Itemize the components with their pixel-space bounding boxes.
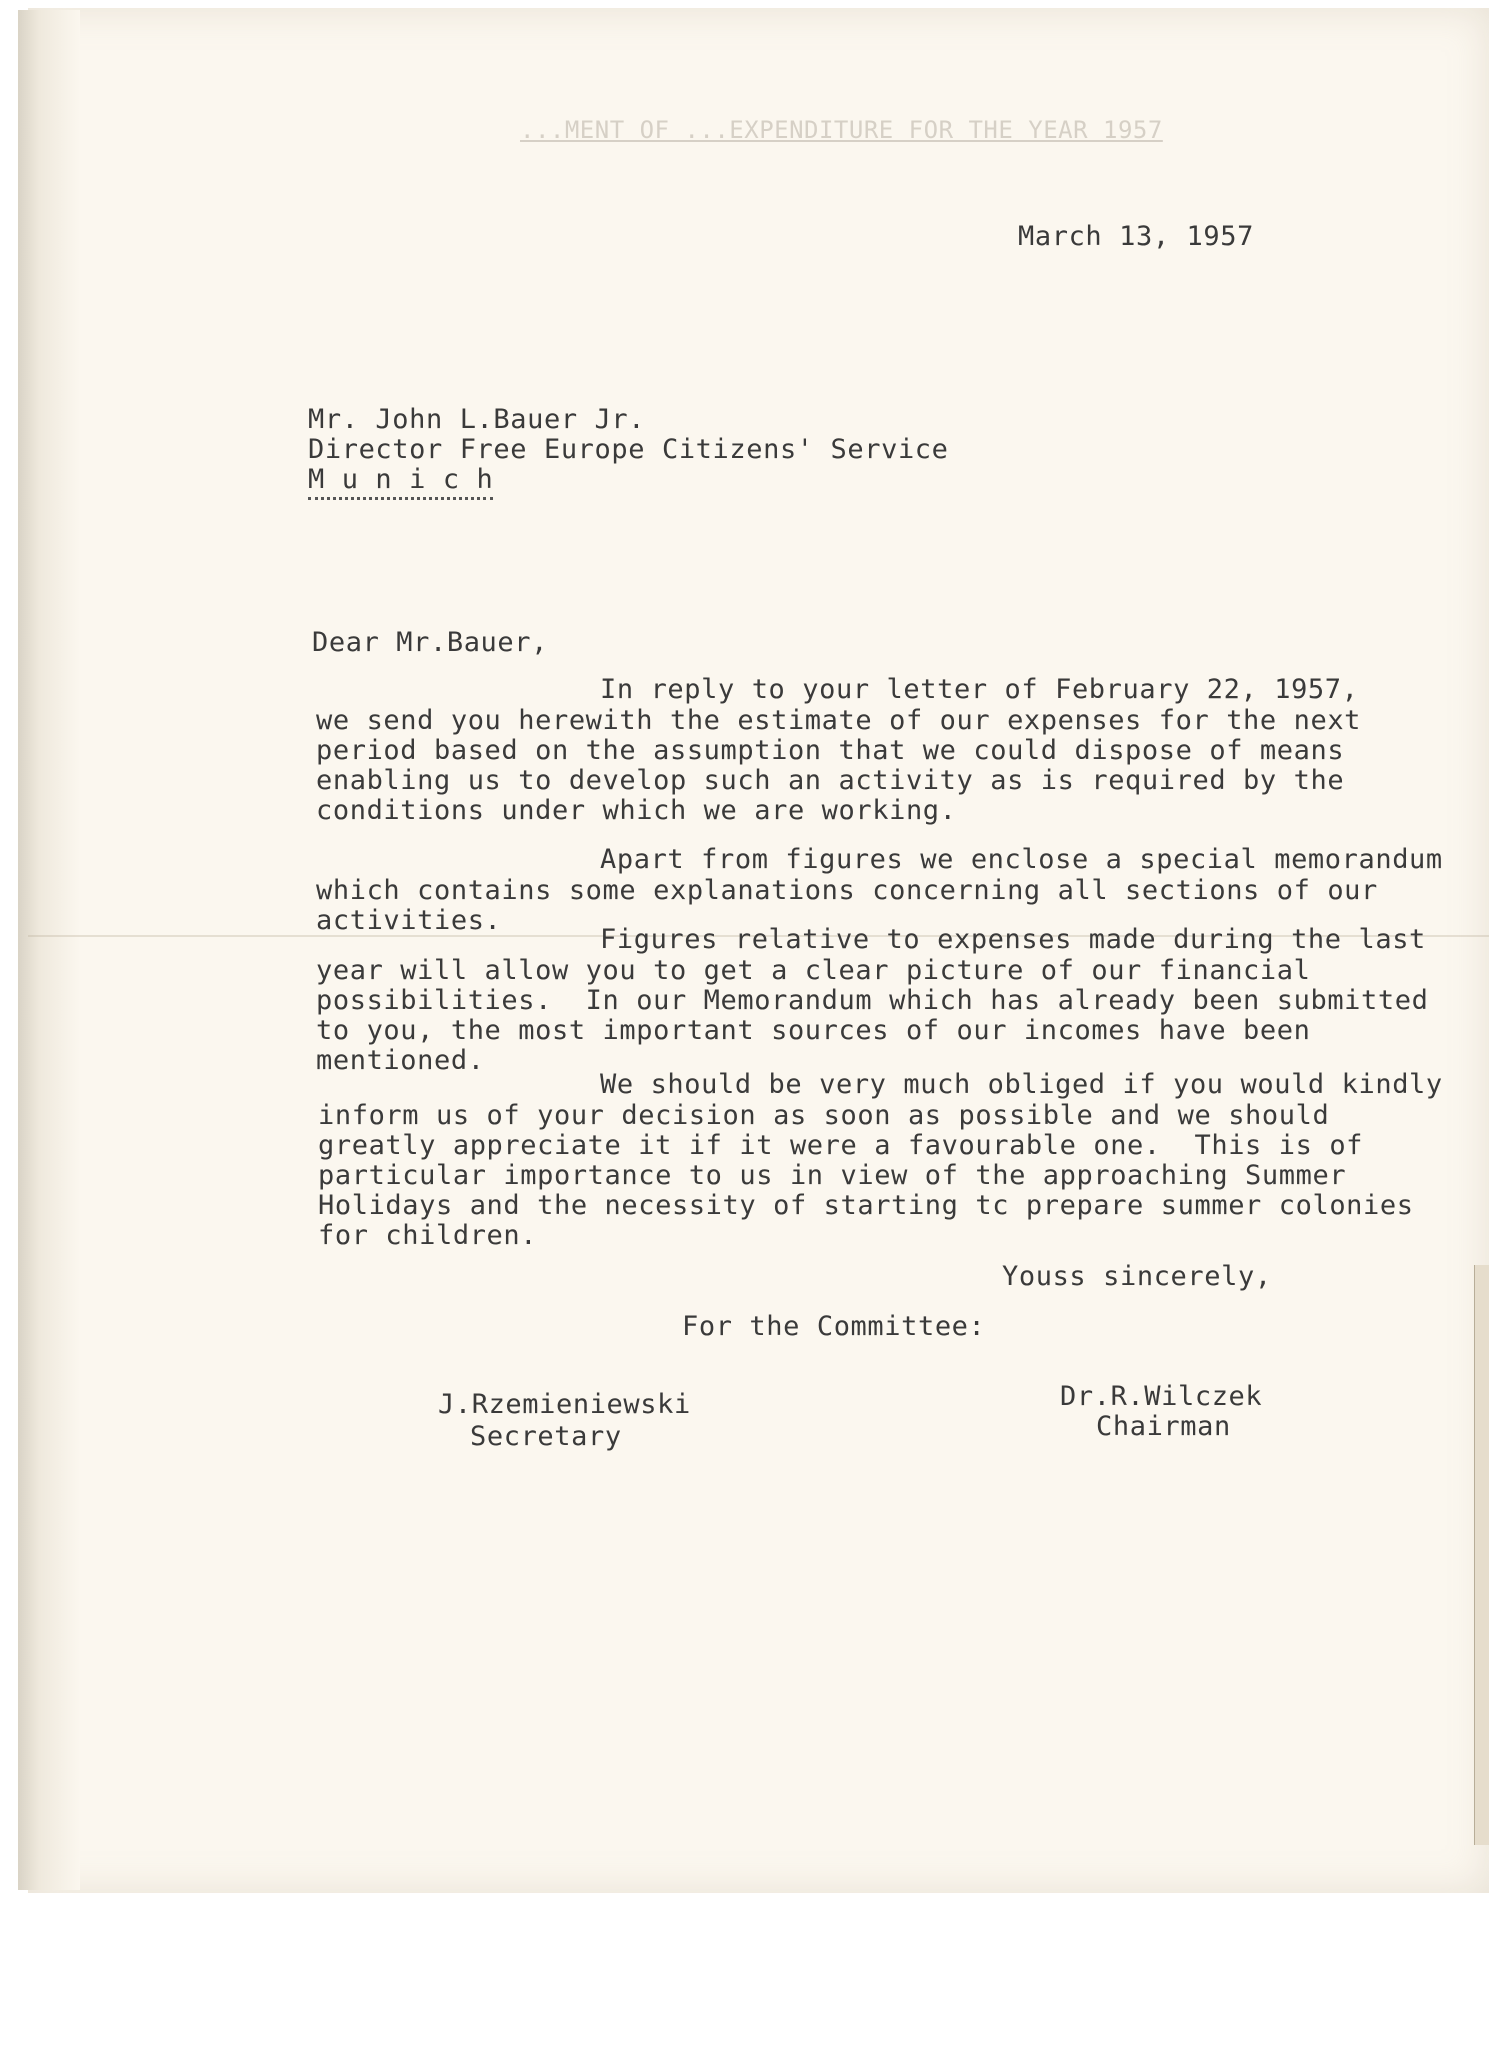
salutation: Dear Mr.Bauer, bbox=[312, 627, 548, 658]
body-line: conditions under which we are working. bbox=[316, 795, 957, 826]
recipient-city: M u n i c h bbox=[308, 465, 493, 500]
body-line: We should be very much obliged if you would kindly bbox=[600, 1069, 1443, 1100]
letter-date: March 13, 1957 bbox=[1018, 221, 1254, 252]
body-line: inform us of your decision as soon as possible and we should bbox=[318, 1100, 1330, 1131]
stacked-paper-edge bbox=[18, 10, 80, 1890]
body-line: to you, the most important sources of our incomes have been bbox=[316, 1015, 1311, 1046]
body-line: mentioned. bbox=[316, 1045, 485, 1076]
body-line: Apart from figures we enclose a special memorandum bbox=[600, 844, 1443, 875]
chairman-title: Chairman bbox=[1096, 1411, 1231, 1442]
secretary-name: J.Rzemieniewski bbox=[438, 1389, 691, 1420]
bleed-through-title: ...MENT OF ...EXPENDITURE FOR THE YEAR 1957 bbox=[520, 116, 1163, 144]
body-line: Holidays and the necessity of starting tc prepare summer colonies bbox=[318, 1190, 1414, 1221]
body-line: we send you herewith the estimate of our expenses for the next bbox=[316, 705, 1362, 736]
body-line: which contains some explanations concerning all sections of our bbox=[316, 875, 1378, 906]
body-line: for children. bbox=[318, 1220, 538, 1251]
committee-line: For the Committee: bbox=[682, 1311, 986, 1342]
chairman-name: Dr.R.Wilczek bbox=[1060, 1381, 1263, 1412]
body-line: particular importance to us in view of the approaching Summer bbox=[318, 1160, 1347, 1191]
body-line: possibilities. In our Memorandum which has already been submitted bbox=[316, 985, 1429, 1016]
recipient-name: Mr. John L.Bauer Jr. bbox=[308, 404, 646, 435]
body-line: In reply to your letter of February 22, 1957, bbox=[600, 674, 1359, 705]
body-line: year will allow you to get a clear picture of our financial bbox=[316, 955, 1311, 986]
closing: Youss sincerely, bbox=[1002, 1261, 1272, 1292]
body-line: period based on the assumption that we could dispose of means bbox=[316, 735, 1345, 766]
body-line: enabling us to develop such an activity as is required by the bbox=[316, 765, 1345, 796]
folded-page-corner bbox=[1474, 1265, 1489, 1845]
body-line: Figures relative to expenses made during the last bbox=[600, 924, 1426, 955]
body-line: greatly appreciate it if it were a favourable one. This is of bbox=[318, 1130, 1364, 1161]
recipient-title: Director Free Europe Citizens' Service bbox=[308, 434, 949, 465]
body-line: activities. bbox=[316, 905, 502, 936]
secretary-title: Secretary bbox=[470, 1421, 622, 1452]
